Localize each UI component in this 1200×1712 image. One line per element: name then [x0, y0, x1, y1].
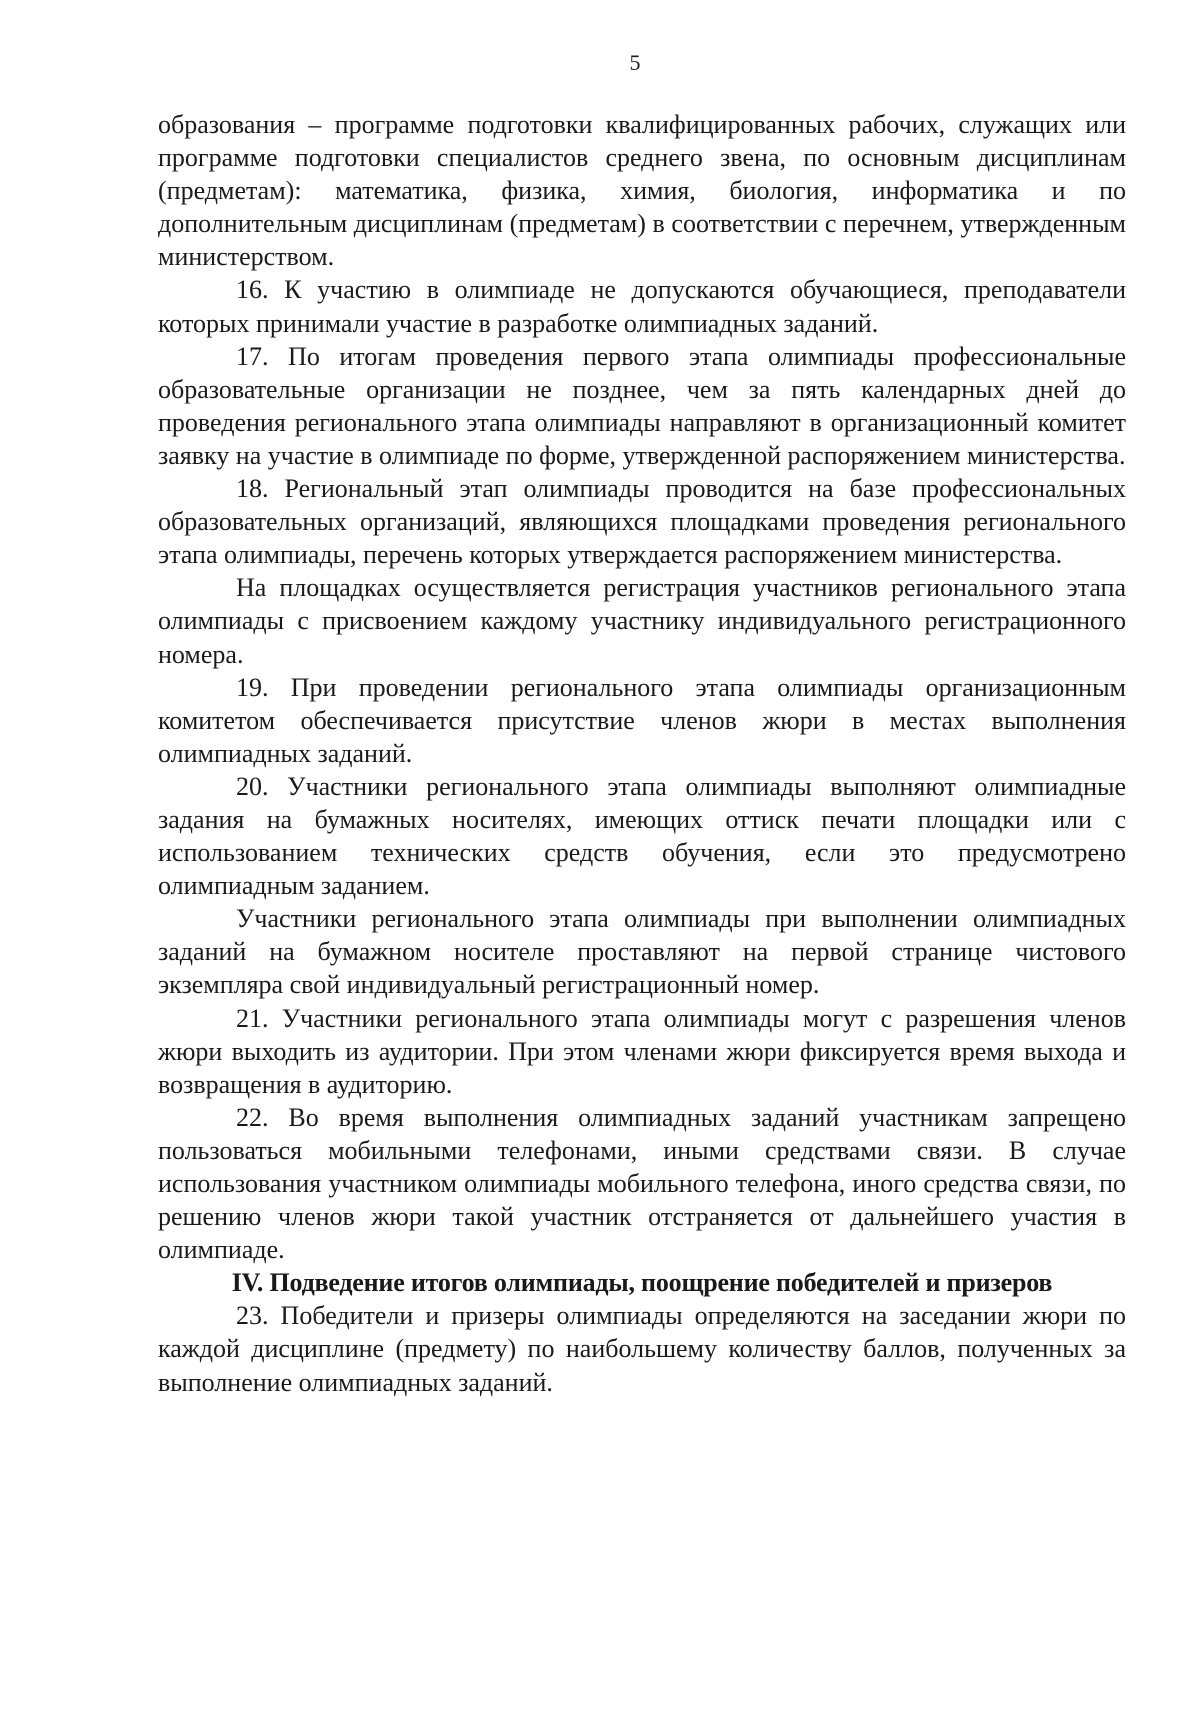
paragraph-19: 19. При проведении регионального этапа олимпиады организационным комитетом обеспечивается присутствие членов жюри в местах выполнения олимпиадных заданий.	[158, 672, 1126, 768]
page-number: 5	[629, 50, 641, 75]
paragraph-21: 21. Участники регионального этапа олимпиады могут с разрешения членов жюри выходить из аудитории. При этом членами жюри фиксируется время выхода и возвращения в аудиторию.	[158, 1003, 1126, 1099]
paragraph-17: 17. По итогам проведения первого этапа олимпиады профессиональные образовательные организации не позднее, чем за пять календарных дней до проведения регионального этапа олимпиады направляют в организационный комитет заявку на участие в олимпиаде по форме, утвержденной распоряжением министерства.	[158, 341, 1126, 470]
section-heading: IV. Подведение итогов олимпиады, поощрение победителей и призеров	[231, 1268, 1053, 1298]
paragraph-18-registration: На площадках осуществляется регистрация участников регионального этапа олимпиады с присвоением каждому участнику индивидуального регистрационного номера.	[158, 573, 1126, 669]
paragraph-20: 20. Участники регионального этапа олимпиады выполняют олимпиадные задания на бумажных носителях, имеющих оттиск печати площадки или с использованием технических средств обучения, если это предусмотрено олимпиадным заданием.	[158, 771, 1126, 901]
paragraph-18: 18. Региональный этап олимпиады проводится на базе профессиональных образовательных организаций, являющихся площадками проведения регионального этапа олимпиады, перечень которых утверждается распоряжением министерства.	[158, 474, 1126, 570]
paragraph-23: 23. Победители и призеры олимпиады определяются на заседании жюри по каждой дисциплине (предмету) по наибольшему количеству баллов, полученных за выполнение олимпиадных заданий.	[158, 1301, 1126, 1397]
paragraph-22: 22. Во время выполнения олимпиадных заданий участникам запрещено пользоваться мобильными телефонами, иными средствами связи. В случае использования участником олимпиады мобильного телефона, иного средства связи, по решению членов жюри такой участник отстраняется от дальнейшего участия в олимпиаде.	[158, 1102, 1126, 1265]
paragraph-continuation: образования – программе подготовки квалифицированных рабочих, служащих или программе подготовки специалистов среднего звена, по основным дисциплинам (предметам): математика, физика, химия, биология, информатика и по дополнительным дисциплинам (предметам) в соответствии с перечнем, утвержденным министерством.	[158, 110, 1126, 272]
paragraph-20-registration-number: Участники регионального этапа олимпиады при выполнении олимпиадных заданий на бумажном носителе проставляют на первой странице чистового экземпляра свой индивидуальный регистрационный номер.	[158, 904, 1126, 1000]
document-body	[158, 108, 1126, 1399]
paragraph-16: 16. К участию в олимпиаде не допускаются обучающиеся, преподаватели которых принимали участие в разработке олимпиадных заданий.	[158, 275, 1126, 338]
